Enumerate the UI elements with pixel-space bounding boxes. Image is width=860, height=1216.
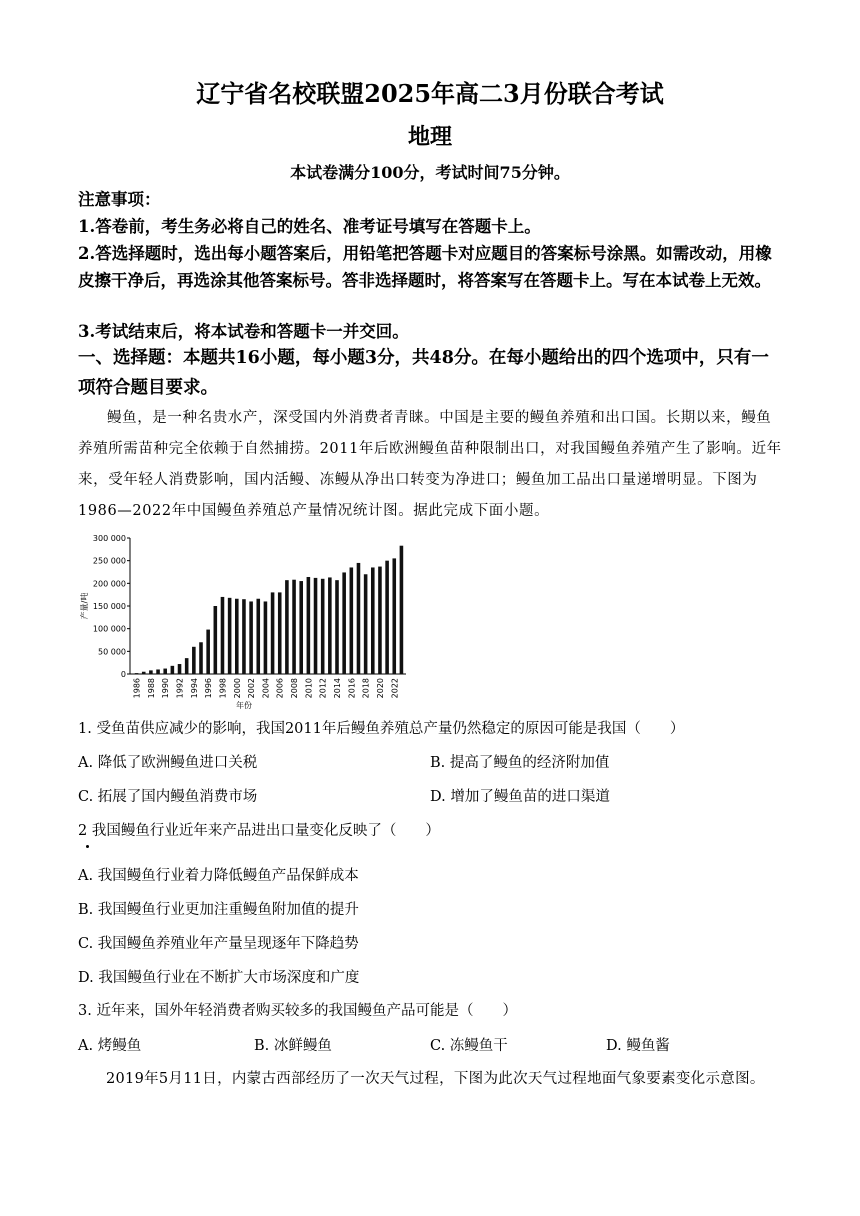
q3-option-b[interactable]: B. 冰鲜鳗鱼 bbox=[254, 1038, 332, 1054]
passage-weather: 2019年5月11日，内蒙古西部经历了一次天气过程，下图为此次天气过程地面气象要素变化示意图。 bbox=[106, 1071, 765, 1087]
x-tick-label: 2002 bbox=[247, 678, 257, 699]
q1-option-b[interactable]: B. 提高了鳗鱼的经济附加值 bbox=[430, 755, 610, 771]
bar bbox=[357, 563, 361, 674]
bar bbox=[307, 577, 311, 674]
y-tick-label: 0 bbox=[120, 670, 126, 679]
x-tick-label: 2014 bbox=[333, 678, 342, 699]
bar bbox=[335, 580, 339, 674]
bar bbox=[350, 567, 354, 674]
x-tick-label: 1998 bbox=[218, 678, 228, 699]
q2-option-d[interactable]: D. 我国鳗鱼行业在不断扩大市场深度和广度 bbox=[78, 970, 360, 986]
bar bbox=[149, 670, 153, 674]
x-tick-label: 1992 bbox=[175, 678, 185, 699]
x-tick-label: 2004 bbox=[261, 678, 271, 699]
x-axis-label: 年份 bbox=[236, 701, 252, 710]
q3-option-a[interactable]: A. 烤鳗鱼 bbox=[78, 1038, 142, 1054]
x-tick-label: 1990 bbox=[161, 678, 171, 699]
x-tick-label: 1988 bbox=[146, 678, 156, 699]
question-1: 1. 受鱼苗供应减少的影响，我国2011年后鳗鱼养殖总产量仍然稳定的原因可能是我国（ ） bbox=[78, 721, 685, 737]
bar bbox=[385, 561, 389, 674]
eel-production-chart bbox=[78, 530, 410, 710]
x-tick-label: 1986 bbox=[132, 678, 142, 699]
bar bbox=[400, 546, 404, 674]
bar bbox=[256, 599, 260, 674]
bar bbox=[285, 580, 289, 674]
notice-item-1: 1.答卷前，考生务必将自己的姓名、准考证号填写在答题卡上。 bbox=[78, 217, 541, 236]
bar bbox=[199, 642, 203, 674]
question-2: 2 我国鳗鱼行业近年来产品进出口量变化反映了（ ） bbox=[78, 823, 440, 839]
bar bbox=[299, 581, 303, 674]
x-tick-label: 2008 bbox=[290, 678, 300, 699]
bar bbox=[328, 577, 332, 674]
bar bbox=[214, 606, 218, 674]
x-tick-label: 2022 bbox=[390, 678, 400, 699]
bar bbox=[171, 666, 175, 674]
bar bbox=[342, 572, 346, 674]
bar bbox=[292, 580, 296, 674]
question-3: 3. 近年来，国外年轻消费者购买较多的我国鳗鱼产品可能是（ ） bbox=[78, 1003, 517, 1019]
notice-heading: 注意事项： bbox=[78, 190, 161, 209]
bar bbox=[135, 673, 139, 674]
bar bbox=[264, 601, 268, 674]
bar bbox=[178, 664, 182, 674]
q1-option-a[interactable]: A. 降低了欧洲鳗鱼进口关税 bbox=[78, 755, 258, 771]
x-tick-label: 2016 bbox=[347, 678, 357, 699]
bar bbox=[192, 647, 196, 674]
q2-option-b[interactable]: B. 我国鳗鱼行业更加注重鳗鱼附加值的提升 bbox=[78, 902, 359, 918]
x-tick-label: 2012 bbox=[318, 678, 328, 699]
bar bbox=[156, 669, 160, 674]
x-tick-label: 2010 bbox=[304, 678, 314, 699]
q1-option-c[interactable]: C. 拓展了国内鳗鱼消费市场 bbox=[78, 789, 258, 805]
x-tick-label: 1994 bbox=[189, 678, 199, 699]
q3-option-d[interactable]: D. 鳗鱼酱 bbox=[606, 1038, 670, 1054]
bar bbox=[249, 601, 253, 674]
y-tick-label: 300 000 bbox=[92, 534, 126, 543]
bar bbox=[185, 658, 189, 674]
x-tick-label: 2018 bbox=[361, 678, 371, 699]
q1-option-d[interactable]: D. 增加了鳗鱼苗的进口渠道 bbox=[430, 789, 610, 805]
y-axis-label: 产量/吨 bbox=[80, 592, 89, 620]
bar bbox=[242, 599, 246, 674]
q2-option-c[interactable]: C. 我国鳗鱼养殖业年产量呈现逐年下降趋势 bbox=[78, 936, 359, 952]
y-tick-label: 50 000 bbox=[98, 647, 126, 657]
bar bbox=[271, 592, 275, 674]
exam-info: 本试卷满分100分，考试时间75分钟。 bbox=[290, 163, 570, 182]
x-tick-label: 2006 bbox=[275, 678, 285, 699]
notice-item-3: 3.考试结束后，将本试卷和答题卡一并交回。 bbox=[78, 322, 409, 341]
bar bbox=[163, 669, 167, 674]
q2-dot bbox=[86, 845, 89, 848]
bar bbox=[206, 630, 210, 674]
section-heading: 一、选择题：本题共16小题，每小题3分，共48分。在每小题给出的四个选项中，只有一项符合题目要求。 bbox=[78, 348, 769, 398]
bar bbox=[235, 599, 239, 674]
y-tick-label: 200 000 bbox=[92, 579, 126, 589]
x-tick-label: 2020 bbox=[375, 678, 385, 699]
x-tick-label: 1996 bbox=[204, 678, 214, 699]
subject-title: 地理 bbox=[407, 124, 452, 150]
y-tick-label: 100 000 bbox=[92, 624, 126, 634]
q2-option-a[interactable]: A. 我国鳗鱼行业着力降低鳗鱼产品保鲜成本 bbox=[78, 868, 359, 884]
y-tick-label: 250 000 bbox=[92, 556, 126, 566]
bar bbox=[221, 597, 225, 674]
exam-title: 辽宁省名校联盟2025年高二3月份联合考试 bbox=[196, 79, 664, 108]
q3-option-c[interactable]: C. 冻鳗鱼干 bbox=[430, 1038, 508, 1054]
bar bbox=[228, 598, 232, 674]
bar bbox=[314, 578, 318, 674]
bar bbox=[364, 574, 368, 674]
x-tick-label: 2000 bbox=[232, 678, 242, 699]
passage-eel: 鳗鱼，是一种名贵水产，深受国内外消费者青睐。中国是主要的鳗鱼养殖和出口国。长期以来，鳗鱼养殖所需苗种完全依赖于自然捕捞。2011年后欧洲鳗鱼苗种限制出口，对我国鳗鱼养殖产生了影响。近年来，受年轻人消费影响，国内活鳗、冻鳗从净出口转变为净进口；鳗鱼加工品出口量递增明显。下图为1986—2022年中国鳗鱼养殖总产量情况统计图。据此完成下面小题。 bbox=[78, 410, 782, 519]
bar bbox=[392, 558, 396, 674]
bar bbox=[142, 672, 146, 674]
bar bbox=[321, 579, 325, 674]
y-tick-label: 150 000 bbox=[92, 602, 126, 611]
bar bbox=[378, 567, 382, 674]
bar bbox=[278, 592, 282, 674]
bar bbox=[371, 567, 375, 674]
notice-item-2: 2.答选择题时，选出每小题答案后，用铅笔把答题卡对应题目的答案标号涂黑。如需改动，用橡皮擦干净后，再选涂其他答案标号。答非选择题时，将答案写在答题卡上。写在本试卷上无效。 bbox=[78, 244, 772, 290]
